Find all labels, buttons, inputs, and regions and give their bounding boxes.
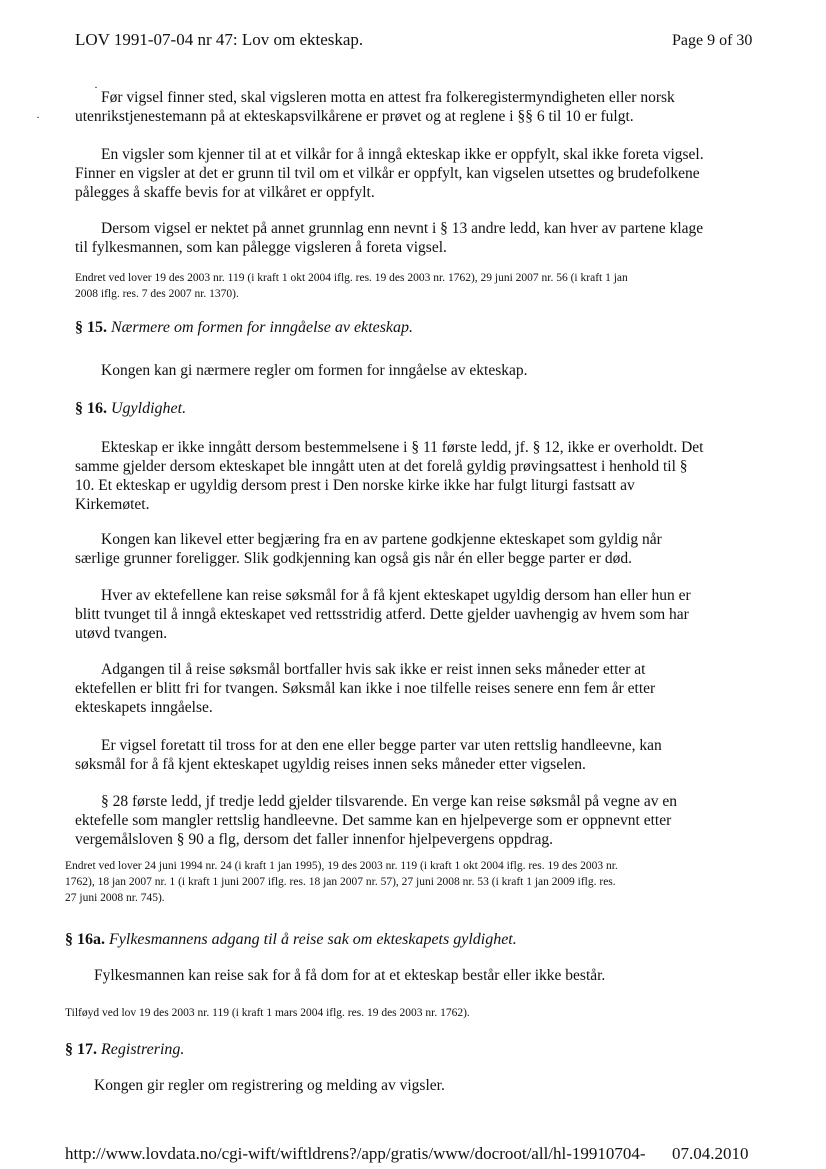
- section-heading: § 17. Registrering.: [65, 1041, 185, 1058]
- paragraph: Ekteskap er ikke inngått dersom bestemmelsene i § 11 første ledd, jf. § 12, ikke er overholdt. Det samme gjelder dersom ekteskapet ble inngått uten at det forelå gyldig prøvingsattest i henhold til § 10. Et ekteskap er ugyldig dersom prest i Den norske kirke ikke har fulgt liturgi fastsatt av Kirkemøtet.: [75, 439, 704, 513]
- amendment-note: Endret ved lover 19 des 2003 nr. 119 (i kraft 1 okt 2004 iflg. res. 19 des 2003 nr. 1762), 29 juni 2007 nr. 56 (i kraft 1 jan 2008 iflg. res. 7 des 2007 nr. 1370).: [75, 272, 628, 300]
- paragraph: Dersom vigsel er nektet på annet grunnlag enn nevnt i § 13 andre ledd, kan hver av partene klage til fylkesmannen, som kan pålegge vigsleren å foreta vigsel.: [75, 220, 704, 256]
- paragraph: § 28 første ledd, jf tredje ledd gjelder tilsvarende. En verge kan reise søksmål på vegne av en ektefelle som mangler rettslig handleevne. Det samme kan en hjelpeverge som er oppnevnt etter vergemålsloven § 90 a flg, dersom det faller innenfor hjelpevergens oppdrag.: [75, 793, 678, 848]
- section-heading: § 15. Nærmere om formen for inngåelse av ekteskap.: [75, 319, 414, 336]
- paragraph: Er vigsel foretatt til tross for at den ene eller begge parter var uten rettslig handleevne, kan søksmål for å få kjent ekteskapet ugyldig reises innen seks måneder etter vigselen.: [75, 737, 662, 773]
- paragraph: Kongen gir regler om registrering og melding av vigsler.: [94, 1077, 445, 1094]
- amendment-note: Tilføyd ved lov 19 des 2003 nr. 119 (i kraft 1 mars 2004 iflg. res. 19 des 2003 nr. 1762).: [65, 1007, 470, 1019]
- scan-mark: ·: [36, 110, 40, 124]
- paragraph: Kongen kan gi nærmere regler om formen for inngåelse av ekteskap.: [101, 362, 528, 379]
- footer-url: http://www.lovdata.no/cgi-wift/wiftldrens?/app/gratis/www/docroot/all/hl-19910704-: [65, 1144, 646, 1163]
- paragraph: Før vigsel finner sted, skal vigsleren motta en attest fra folkeregistermyndigheten eller norsk utenrikstjenestemann på at ekteskapsvilkårene er prøvet og at reglene i §§ 6 til 10 er fulgt.: [75, 89, 675, 125]
- paragraph: Fylkesmannen kan reise sak for å få dom for at et ekteskap består eller ikke består.: [94, 967, 606, 984]
- section-heading: § 16a. Fylkesmannens adgang til å reise sak om ekteskapets gyldighet.: [65, 931, 517, 948]
- paragraph: Kongen kan likevel etter begjæring fra en av partene godkjenne ekteskapet som gyldig når særlige grunner foreligger. Slik godkjenning kan også gis når én eller begge parter er død.: [75, 531, 662, 567]
- paragraph: Adgangen til å reise søksmål bortfaller hvis sak ikke er reist innen seks måneder etter at ektefellen er blitt fri for tvangen. Søksmål kan ikke i noe tilfelle reises senere enn fem år etter ekteskapets inngåelse.: [75, 661, 656, 716]
- footer-date: 07.04.2010: [672, 1144, 749, 1163]
- paragraph: Hver av ektefellene kan reise søksmål for å få kjent ekteskapet ugyldig dersom han eller hun er blitt tvunget til å inngå ekteskapet ved rettsstridig atferd. Dette gjelder uavhengig av hvem som har utøvd tvangen.: [75, 587, 691, 642]
- paragraph: En vigsler som kjenner til at et vilkår for å inngå ekteskap ikke er oppfylt, skal ikke foreta vigsel. Finner en vigsler at det er grunn til tvil om et vilkår er oppfylt, kan vigselen utsettes og brudefolkene pålegges å skaffe bevis for at vilkåret er oppfylt.: [75, 146, 704, 201]
- section-heading: § 16. Ugyldighet.: [75, 400, 187, 417]
- amendment-note: Endret ved lover 24 juni 1994 nr. 24 (i kraft 1 jan 1995), 19 des 2003 nr. 119 (i kraft 1 okt 2004 iflg. res. 19 des 2003 nr. 1762), 18 jan 2007 nr. 1 (i kraft 1 juni 2007 iflg. res. 18 jan 2007 nr. 57), 27 juni 2008 nr. 53 (i kraft 1 jan 2009 iflg. res. 27 juni 2008 nr. 745).: [65, 860, 618, 904]
- page-header-title: LOV 1991-07-04 nr 47: Lov om ekteskap.: [75, 30, 364, 49]
- page-number: Page 9 of 30: [672, 32, 753, 49]
- scan-mark: ·: [94, 80, 98, 94]
